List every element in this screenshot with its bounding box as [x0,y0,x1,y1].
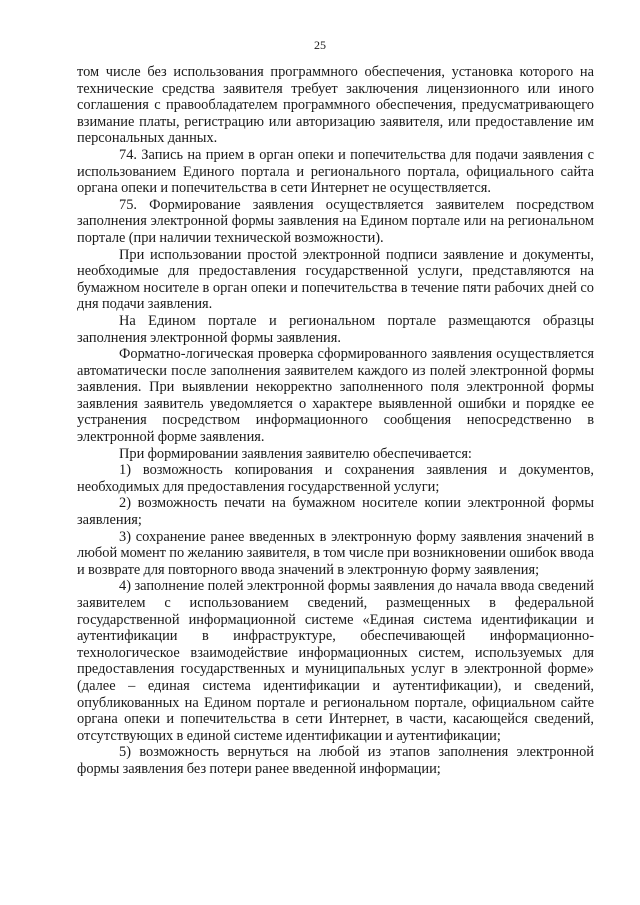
list-item-4: 4) заполнение полей электронной формы заявления до начала ввода сведений заявителем с использованием сведений, размещенных в федеральной государственной информационной системе «Единая система идентификации и аутентификации в инфраструктуре, обеспечивающей информационно-технологическое взаимодействие информационных систем, используемых для предоставления государственных и муниципальных услуг в электронной форме» (далее – единая система идентификации и аутентификации), и сведений, опубликованных на Едином портале и региональном портале, официальном сайте органа опеки и попечительства в сети Интернет, в части, касающейся сведений, отсутствующих в единой системе идентификации и аутентификации; [77,578,594,744]
paragraph-form-samples: На Едином портале и региональном портале размещаются образцы заполнения электронной формы заявления. [77,312,594,346]
list-item-5: 5) возможность вернуться на любой из этапов заполнения электронной формы заявления без потери ранее введенной информации; [77,744,594,777]
paragraph-continuation: том числе без использования программного обеспечения, установка которого на технические средства заявителя требует заключения лицензионного или иного соглашения с правообладателем программного обеспечения, предусматривающего взимание платы, регистрацию или авторизацию заявителя, или предоставление им персональных данных. [77,64,594,147]
page-number: 25 [314,38,326,52]
paragraph-format-check: Форматно-логическая проверка сформированного заявления осуществляется автоматически после заполнения заявителем каждого из полей электронной формы заявления. При выявлении некорректно заполненного поля электронной формы заявления заявитель уведомляется о характере выявленной ошибки и порядке ее устранения посредством информационного сообщения непосредственно в электронной форме заявления. [77,346,594,446]
list-item-2: 2) возможность печати на бумажном носителе копии электронной формы заявления; [77,495,594,529]
document-body [77,64,594,778]
paragraph-simple-signature: При использовании простой электронной подписи заявление и документы, необходимые для предоставления государственной услуги, представляются на бумажном носителе в орган опеки и попечительства в течение пяти рабочих дней со дня подачи заявления. [77,246,594,313]
paragraph-list-intro: При формировании заявления заявителю обеспечивается: [119,445,472,462]
paragraph-item-74: 74. Запись на прием в орган опеки и попечительства для подачи заявления с использованием Единого портала и регионального портала, официального сайта органа опеки и попечительства в сети Интернет не осуществляется. [77,146,594,197]
list-item-3: 3) сохранение ранее введенных в электронную форму заявления значений в любой момент по желанию заявителя, в том числе при возникновении ошибок ввода и возврате для повторного ввода значений в электронную форму заявления; [77,528,594,578]
list-item-1: 1) возможность копирования и сохранения заявления и документов, необходимых для предоставления государственной услуги; [77,462,594,495]
paragraph-item-75: 75. Формирование заявления осуществляется заявителем посредством заполнения электронной формы заявления на Едином портале или на региональном портале (при наличии технической возможности). [77,196,594,246]
